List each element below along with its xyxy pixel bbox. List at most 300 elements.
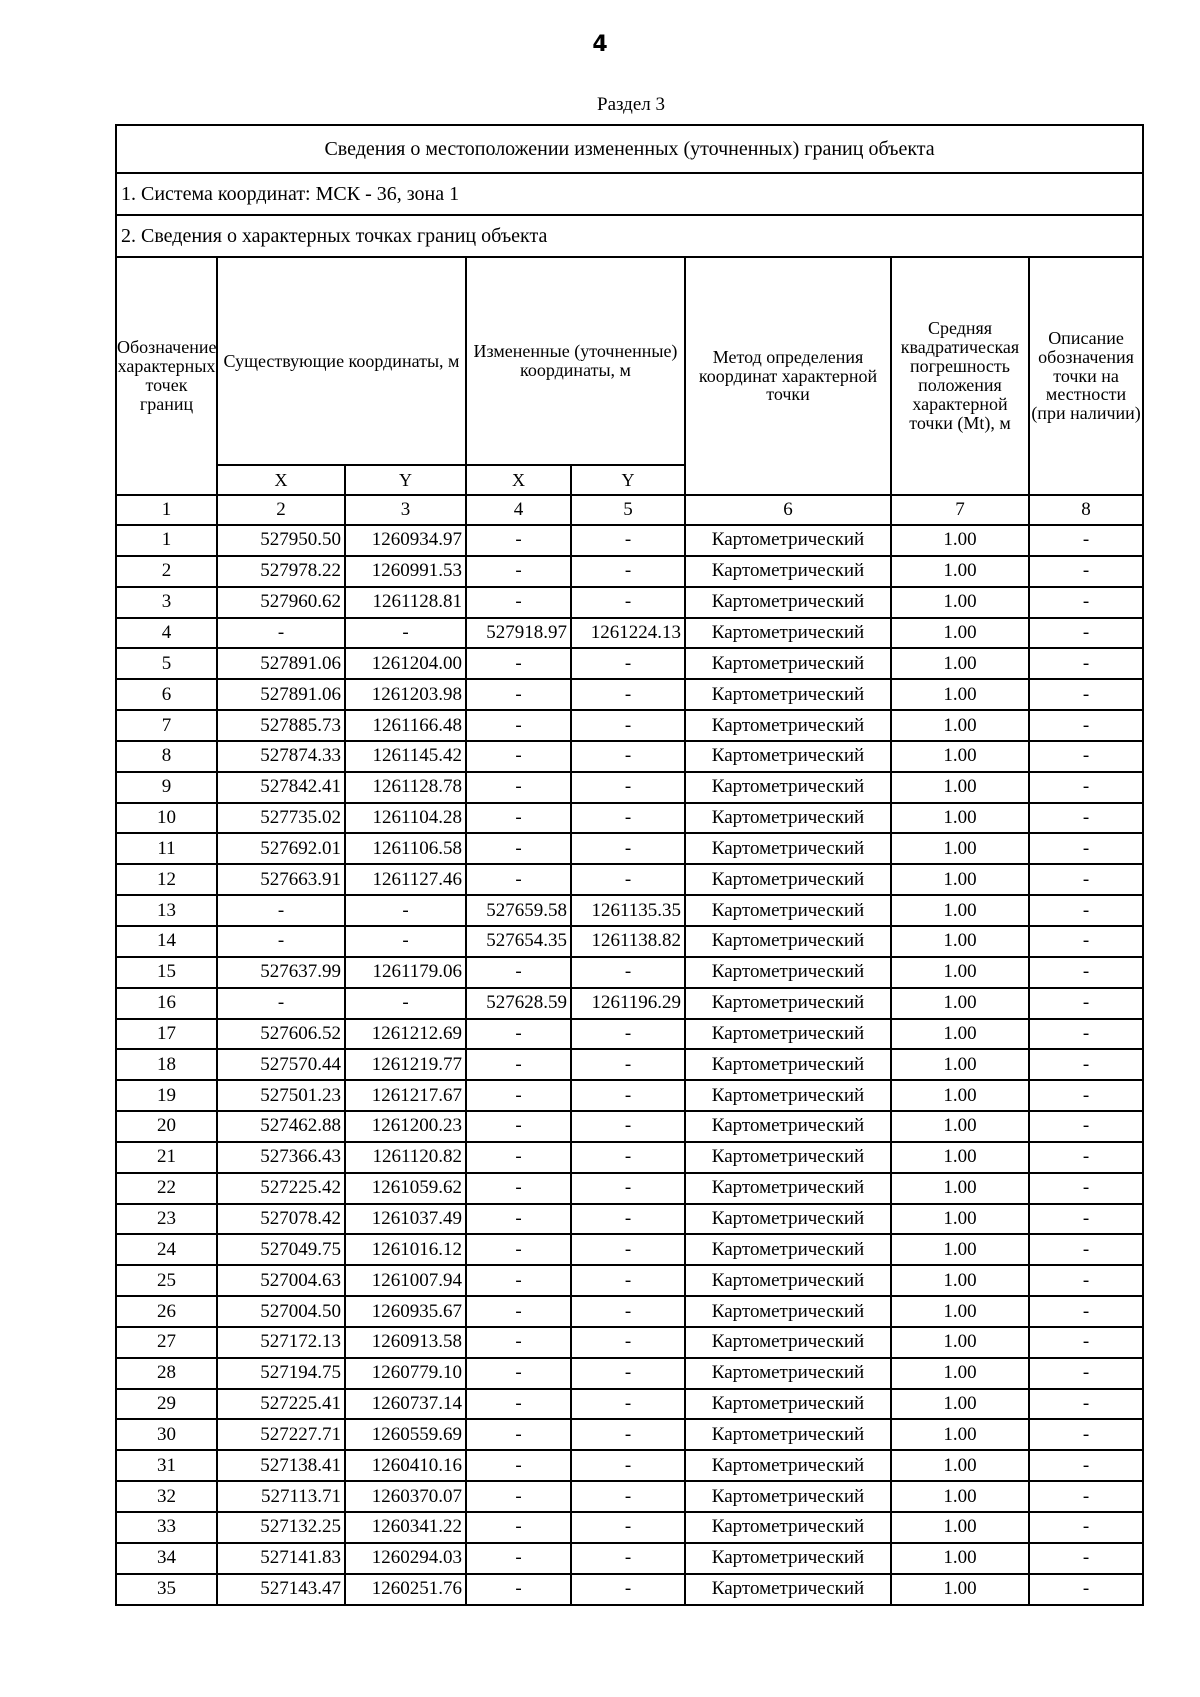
cell-description: - [1029, 587, 1143, 618]
table-title: Сведения о местоположении измененных (уточненных) границ объекта [116, 125, 1143, 173]
cell-existing-y: 1261179.06 [345, 957, 466, 988]
cell-method: Картометрический [685, 1204, 891, 1235]
cell-error: 1.00 [891, 988, 1029, 1019]
cell-existing-y: 1260370.07 [345, 1481, 466, 1512]
cell-method: Картометрический [685, 988, 891, 1019]
cell-method: Картометрический [685, 618, 891, 649]
cell-existing-y: 1261219.77 [345, 1049, 466, 1080]
cell-method: Картометрический [685, 895, 891, 926]
table-row [116, 957, 1143, 988]
cell-description: - [1029, 1080, 1143, 1111]
cell-existing-x: - [217, 926, 345, 957]
table-row [116, 1358, 1143, 1389]
cell-error: 1.00 [891, 772, 1029, 803]
table-row [116, 1574, 1143, 1605]
cell-description: - [1029, 1265, 1143, 1296]
cell-changed-x: - [466, 1080, 571, 1111]
table-row [116, 741, 1143, 772]
cell-error: 1.00 [891, 1111, 1029, 1142]
cell-changed-x: 527654.35 [466, 926, 571, 957]
cell-description: - [1029, 525, 1143, 556]
cell-description: - [1029, 803, 1143, 834]
cell-point-number: 21 [116, 1142, 217, 1173]
cell-error: 1.00 [891, 833, 1029, 864]
cell-error: 1.00 [891, 864, 1029, 895]
cell-method: Картометрический [685, 1234, 891, 1265]
cell-changed-y: - [571, 1327, 685, 1358]
cell-method: Картометрический [685, 1111, 891, 1142]
cell-description: - [1029, 1204, 1143, 1235]
cell-changed-y: - [571, 1389, 685, 1420]
cell-point-number: 7 [116, 710, 217, 741]
cell-description: - [1029, 864, 1143, 895]
cell-changed-x: - [466, 1173, 571, 1204]
cell-method: Картометрический [685, 587, 891, 618]
cell-point-number: 12 [116, 864, 217, 895]
cell-error: 1.00 [891, 1450, 1029, 1481]
cell-changed-y: - [571, 1419, 685, 1450]
cell-changed-y: - [571, 1019, 685, 1050]
table-row [116, 1234, 1143, 1265]
cell-changed-y: 1261224.13 [571, 618, 685, 649]
table-row [116, 1419, 1143, 1450]
cell-method: Картометрический [685, 1173, 891, 1204]
cell-existing-x: 527113.71 [217, 1481, 345, 1512]
cell-existing-x: - [217, 988, 345, 1019]
cell-point-number: 34 [116, 1543, 217, 1574]
cell-method: Картометрический [685, 1142, 891, 1173]
cell-existing-x: 527366.43 [217, 1142, 345, 1173]
cell-changed-x: - [466, 1358, 571, 1389]
cell-changed-x: - [466, 1543, 571, 1574]
table-row [116, 988, 1143, 1019]
col-header-point-name: Обозначение характерных точек границ [116, 257, 217, 495]
cell-changed-x: - [466, 710, 571, 741]
cell-existing-y: 1261016.12 [345, 1234, 466, 1265]
cell-error: 1.00 [891, 1296, 1029, 1327]
cell-description: - [1029, 1450, 1143, 1481]
table-body [116, 125, 1143, 1605]
col-number: 5 [571, 495, 685, 525]
cell-changed-x: - [466, 1019, 571, 1050]
cell-existing-y: 1261145.42 [345, 741, 466, 772]
column-numbers-row [116, 495, 1143, 525]
cell-changed-x: - [466, 1296, 571, 1327]
cell-point-number: 6 [116, 679, 217, 710]
table-row [116, 1142, 1143, 1173]
col-header-description: Описание обозначения точки на местности (при наличии) [1029, 257, 1143, 495]
cell-existing-x: 527143.47 [217, 1574, 345, 1605]
cell-error: 1.00 [891, 1265, 1029, 1296]
cell-description: - [1029, 618, 1143, 649]
cell-point-number: 26 [116, 1296, 217, 1327]
cell-method: Картометрический [685, 1296, 891, 1327]
col-header-method: Метод определения координат характерной точки [685, 257, 891, 495]
cell-error: 1.00 [891, 618, 1029, 649]
cell-existing-y: - [345, 926, 466, 957]
cell-changed-y: - [571, 864, 685, 895]
cell-description: - [1029, 833, 1143, 864]
cell-point-number: 19 [116, 1080, 217, 1111]
cell-existing-y: 1260935.67 [345, 1296, 466, 1327]
cell-existing-x: 527225.42 [217, 1173, 345, 1204]
table-row [116, 1019, 1143, 1050]
cell-error: 1.00 [891, 926, 1029, 957]
cell-changed-y: - [571, 1142, 685, 1173]
cell-description: - [1029, 895, 1143, 926]
cell-description: - [1029, 1111, 1143, 1142]
table-row [116, 556, 1143, 587]
cell-description: - [1029, 1019, 1143, 1050]
cell-error: 1.00 [891, 1389, 1029, 1420]
cell-error: 1.00 [891, 587, 1029, 618]
cell-description: - [1029, 1142, 1143, 1173]
cell-method: Картометрический [685, 556, 891, 587]
cell-changed-y: - [571, 1543, 685, 1574]
table-row [116, 1512, 1143, 1543]
cell-point-number: 17 [116, 1019, 217, 1050]
cell-description: - [1029, 988, 1143, 1019]
cell-existing-x: 527891.06 [217, 679, 345, 710]
cell-changed-y: - [571, 1512, 685, 1543]
cell-error: 1.00 [891, 1419, 1029, 1450]
cell-error: 1.00 [891, 1049, 1029, 1080]
cell-changed-x: - [466, 1419, 571, 1450]
cell-existing-y: 1260737.14 [345, 1389, 466, 1420]
page-number: 4 [592, 32, 608, 57]
cell-method: Картометрический [685, 772, 891, 803]
cell-error: 1.00 [891, 1204, 1029, 1235]
cell-method: Картометрический [685, 1327, 891, 1358]
cell-description: - [1029, 556, 1143, 587]
table-row [116, 1173, 1143, 1204]
coord-system: 1. Система координат: МСК - 36, зона 1 [116, 173, 1143, 215]
cell-changed-x: - [466, 1265, 571, 1296]
cell-point-number: 2 [116, 556, 217, 587]
cell-error: 1.00 [891, 1019, 1029, 1050]
cell-point-number: 22 [116, 1173, 217, 1204]
cell-changed-y: - [571, 556, 685, 587]
cell-description: - [1029, 1419, 1143, 1450]
cell-changed-x: - [466, 1111, 571, 1142]
cell-description: - [1029, 679, 1143, 710]
col-number: 6 [685, 495, 891, 525]
cell-point-number: 1 [116, 525, 217, 556]
cell-method: Картометрический [685, 1574, 891, 1605]
cell-description: - [1029, 926, 1143, 957]
cell-point-number: 10 [116, 803, 217, 834]
cell-existing-y: 1261120.82 [345, 1142, 466, 1173]
cell-existing-y: 1261037.49 [345, 1204, 466, 1235]
cell-point-number: 20 [116, 1111, 217, 1142]
cell-error: 1.00 [891, 957, 1029, 988]
cell-description: - [1029, 1543, 1143, 1574]
cell-point-number: 32 [116, 1481, 217, 1512]
cell-existing-y: 1261128.81 [345, 587, 466, 618]
cell-changed-x: - [466, 864, 571, 895]
cell-method: Картометрический [685, 957, 891, 988]
cell-existing-x: 527606.52 [217, 1019, 345, 1050]
cell-error: 1.00 [891, 1173, 1029, 1204]
cell-point-number: 28 [116, 1358, 217, 1389]
cell-changed-y: - [571, 587, 685, 618]
cell-changed-y: 1261135.35 [571, 895, 685, 926]
table-row [116, 1481, 1143, 1512]
cell-changed-x: 527659.58 [466, 895, 571, 926]
cell-existing-x: 527078.42 [217, 1204, 345, 1235]
cell-changed-x: - [466, 648, 571, 679]
table-row [116, 926, 1143, 957]
cell-point-number: 16 [116, 988, 217, 1019]
cell-method: Картометрический [685, 525, 891, 556]
cell-existing-y: 1261200.23 [345, 1111, 466, 1142]
cell-method: Картометрический [685, 1450, 891, 1481]
cell-description: - [1029, 1574, 1143, 1605]
cell-method: Картометрический [685, 741, 891, 772]
cell-existing-x: 527501.23 [217, 1080, 345, 1111]
table-row [116, 772, 1143, 803]
cell-error: 1.00 [891, 1234, 1029, 1265]
cell-changed-y: - [571, 710, 685, 741]
cell-existing-x: 527004.50 [217, 1296, 345, 1327]
cell-error: 1.00 [891, 741, 1029, 772]
cell-error: 1.00 [891, 1481, 1029, 1512]
cell-error: 1.00 [891, 1080, 1029, 1111]
col-header-existing: Существующие координаты, м [217, 257, 466, 465]
cell-changed-y: - [571, 1265, 685, 1296]
cell-existing-y: 1260341.22 [345, 1512, 466, 1543]
cell-point-number: 31 [116, 1450, 217, 1481]
cell-method: Картометрический [685, 1265, 891, 1296]
cell-existing-y: - [345, 988, 466, 1019]
cell-existing-x: 527842.41 [217, 772, 345, 803]
table-row [116, 1204, 1143, 1235]
cell-point-number: 24 [116, 1234, 217, 1265]
cell-existing-y: 1261059.62 [345, 1173, 466, 1204]
cell-existing-y: 1260779.10 [345, 1358, 466, 1389]
cell-existing-y: 1260934.97 [345, 525, 466, 556]
cell-changed-y: - [571, 957, 685, 988]
cell-existing-y: 1261217.67 [345, 1080, 466, 1111]
cell-changed-y: - [571, 833, 685, 864]
cell-changed-x: - [466, 587, 571, 618]
cell-changed-y: - [571, 525, 685, 556]
cell-existing-x: 527978.22 [217, 556, 345, 587]
cell-error: 1.00 [891, 1327, 1029, 1358]
cell-existing-x: 527735.02 [217, 803, 345, 834]
cell-existing-x: 527004.63 [217, 1265, 345, 1296]
table-row [116, 1111, 1143, 1142]
col-number: 7 [891, 495, 1029, 525]
cell-changed-x: - [466, 1142, 571, 1173]
cell-changed-x: - [466, 1389, 571, 1420]
cell-existing-y: 1260559.69 [345, 1419, 466, 1450]
cell-existing-x: 527225.41 [217, 1389, 345, 1420]
cell-method: Картометрический [685, 1019, 891, 1050]
cell-changed-y: - [571, 1234, 685, 1265]
cell-point-number: 23 [116, 1204, 217, 1235]
table-row [116, 1265, 1143, 1296]
col-header-changed: Измененные (уточненные) координаты, м [466, 257, 685, 465]
table-row [116, 1080, 1143, 1111]
cell-error: 1.00 [891, 679, 1029, 710]
col-number: 3 [345, 495, 466, 525]
cell-description: - [1029, 1512, 1143, 1543]
table-row [116, 895, 1143, 926]
cell-existing-x: - [217, 895, 345, 926]
cell-description: - [1029, 1389, 1143, 1420]
cell-changed-y: - [571, 1358, 685, 1389]
cell-point-number: 27 [116, 1327, 217, 1358]
cell-point-number: 11 [116, 833, 217, 864]
col-number: 4 [466, 495, 571, 525]
table-row [116, 1049, 1143, 1080]
cell-changed-x: - [466, 1450, 571, 1481]
cell-method: Картометрический [685, 1080, 891, 1111]
cell-changed-x: - [466, 556, 571, 587]
table-row [116, 1450, 1143, 1481]
cell-method: Картометрический [685, 1358, 891, 1389]
cell-existing-y: 1260294.03 [345, 1543, 466, 1574]
cell-existing-y: 1261204.00 [345, 648, 466, 679]
table-row [116, 587, 1143, 618]
cell-existing-y: 1260251.76 [345, 1574, 466, 1605]
col-number: 2 [217, 495, 345, 525]
cell-existing-x: 527891.06 [217, 648, 345, 679]
cell-existing-x: 527172.13 [217, 1327, 345, 1358]
cell-changed-y: 1261196.29 [571, 988, 685, 1019]
cell-changed-y: - [571, 648, 685, 679]
col-number: 1 [116, 495, 217, 525]
cell-description: - [1029, 1234, 1143, 1265]
cell-changed-x: - [466, 1512, 571, 1543]
cell-method: Картометрический [685, 926, 891, 957]
cell-point-number: 18 [116, 1049, 217, 1080]
cell-method: Картометрический [685, 1481, 891, 1512]
cell-description: - [1029, 1296, 1143, 1327]
cell-error: 1.00 [891, 556, 1029, 587]
cell-changed-y: - [571, 679, 685, 710]
cell-changed-x: - [466, 1204, 571, 1235]
table-row [116, 1327, 1143, 1358]
cell-point-number: 14 [116, 926, 217, 957]
cell-method: Картометрический [685, 710, 891, 741]
cell-existing-y: 1261007.94 [345, 1265, 466, 1296]
cell-point-number: 4 [116, 618, 217, 649]
cell-description: - [1029, 741, 1143, 772]
table-row [116, 1389, 1143, 1420]
cell-point-number: 5 [116, 648, 217, 679]
cell-changed-x: - [466, 1234, 571, 1265]
table-row [116, 803, 1143, 834]
cell-changed-y: - [571, 772, 685, 803]
table-row [116, 525, 1143, 556]
cell-existing-x: 527462.88 [217, 1111, 345, 1142]
cell-error: 1.00 [891, 1574, 1029, 1605]
cell-changed-x: - [466, 803, 571, 834]
cell-point-number: 3 [116, 587, 217, 618]
cell-changed-x: 527628.59 [466, 988, 571, 1019]
cell-changed-y: - [571, 1204, 685, 1235]
cell-existing-y: 1260410.16 [345, 1450, 466, 1481]
cell-error: 1.00 [891, 803, 1029, 834]
cell-method: Картометрический [685, 679, 891, 710]
cell-method: Картометрический [685, 833, 891, 864]
cell-existing-x: 527049.75 [217, 1234, 345, 1265]
cell-error: 1.00 [891, 710, 1029, 741]
table-row [116, 679, 1143, 710]
points-header: 2. Сведения о характерных точках границ объекта [116, 215, 1143, 257]
cell-existing-y: 1261203.98 [345, 679, 466, 710]
cell-changed-x: 527918.97 [466, 618, 571, 649]
cell-error: 1.00 [891, 648, 1029, 679]
cell-error: 1.00 [891, 525, 1029, 556]
cell-description: - [1029, 1327, 1143, 1358]
cell-point-number: 29 [116, 1389, 217, 1420]
cell-changed-y: - [571, 1080, 685, 1111]
table-row [116, 1543, 1143, 1574]
cell-description: - [1029, 772, 1143, 803]
cell-changed-x: - [466, 741, 571, 772]
cell-existing-x: 527663.91 [217, 864, 345, 895]
cell-existing-x: 527885.73 [217, 710, 345, 741]
cell-existing-x: 527950.50 [217, 525, 345, 556]
cell-error: 1.00 [891, 1512, 1029, 1543]
cell-existing-x: 527227.71 [217, 1419, 345, 1450]
cell-point-number: 8 [116, 741, 217, 772]
table-row [116, 864, 1143, 895]
cell-changed-x: - [466, 1049, 571, 1080]
cell-method: Картометрический [685, 1049, 891, 1080]
col-header-existing-y: Y [345, 465, 466, 495]
col-header-changed-x: X [466, 465, 571, 495]
col-number: 8 [1029, 495, 1143, 525]
cell-method: Картометрический [685, 1389, 891, 1420]
cell-method: Картометрический [685, 864, 891, 895]
cell-existing-x: 527138.41 [217, 1450, 345, 1481]
table-row [116, 648, 1143, 679]
cell-changed-y: - [571, 803, 685, 834]
cell-existing-y: 1260913.58 [345, 1327, 466, 1358]
cell-method: Картометрический [685, 1543, 891, 1574]
cell-changed-y: - [571, 1574, 685, 1605]
cell-error: 1.00 [891, 1543, 1029, 1574]
cell-existing-y: - [345, 618, 466, 649]
cell-existing-x: 527692.01 [217, 833, 345, 864]
cell-error: 1.00 [891, 895, 1029, 926]
cell-point-number: 15 [116, 957, 217, 988]
cell-point-number: 13 [116, 895, 217, 926]
cell-existing-x: 527960.62 [217, 587, 345, 618]
cell-existing-x: 527141.83 [217, 1543, 345, 1574]
cell-changed-y: - [571, 1450, 685, 1481]
cell-changed-x: - [466, 1327, 571, 1358]
cell-changed-x: - [466, 1574, 571, 1605]
cell-changed-y: - [571, 1111, 685, 1142]
cell-existing-y: 1261106.58 [345, 833, 466, 864]
cell-existing-x: - [217, 618, 345, 649]
cell-method: Картометрический [685, 1419, 891, 1450]
cell-existing-y: 1261128.78 [345, 772, 466, 803]
cell-changed-x: - [466, 957, 571, 988]
cell-point-number: 30 [116, 1419, 217, 1450]
cell-description: - [1029, 648, 1143, 679]
section-label: Раздел 3 [597, 94, 665, 115]
cell-existing-y: 1261166.48 [345, 710, 466, 741]
cell-existing-x: 527874.33 [217, 741, 345, 772]
cell-description: - [1029, 1481, 1143, 1512]
boundary-points-table [115, 124, 1144, 1606]
